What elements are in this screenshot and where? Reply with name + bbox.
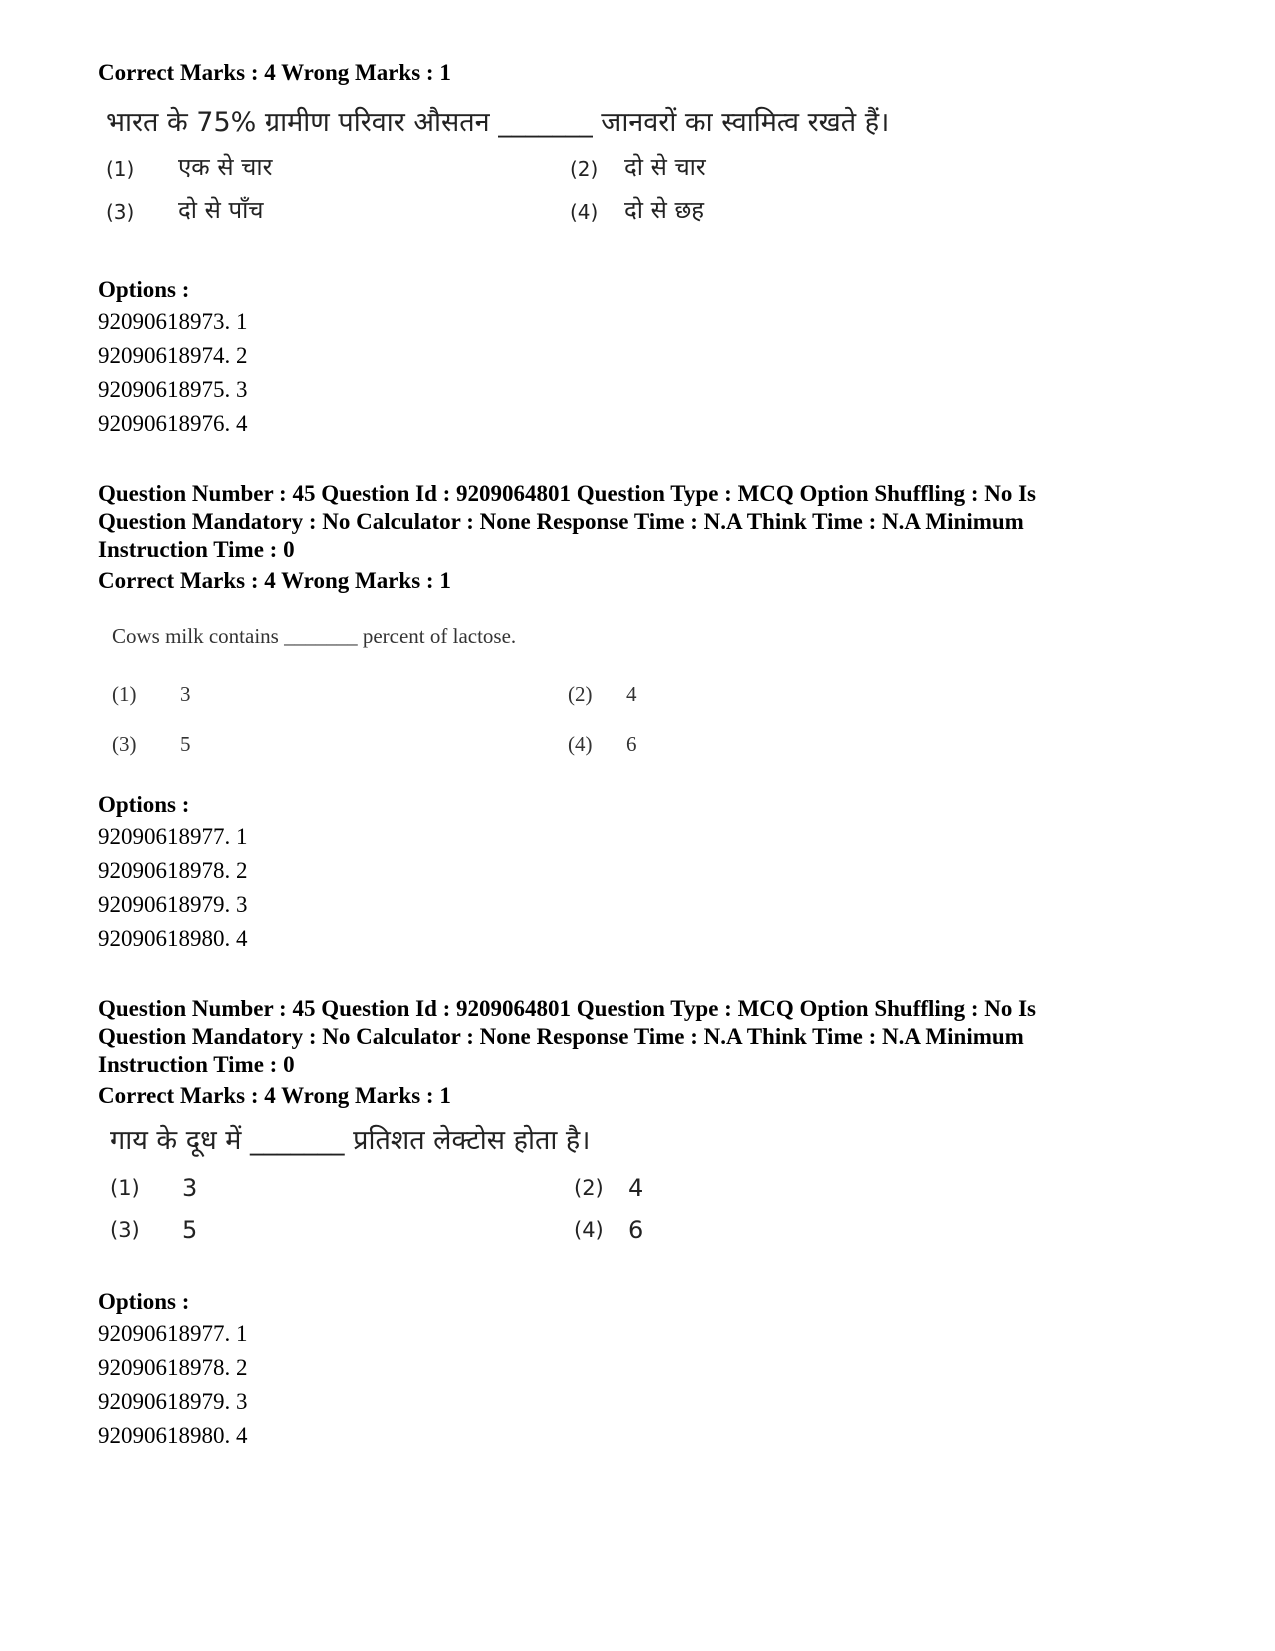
choice-text: एक से चार [178, 153, 273, 181]
marks-line: Correct Marks : 4 Wrong Marks : 1 [98, 60, 451, 85]
option-item: 92090618978. 2 [98, 858, 248, 883]
choice-number: (1) [112, 682, 137, 706]
choice-text: दो से चार [624, 153, 706, 181]
choice-text: 6 [628, 1216, 644, 1244]
choice-2 [568, 682, 637, 707]
choice-4 [574, 1216, 644, 1244]
choice-number: (3) [110, 1218, 140, 1242]
choice-text: 4 [626, 682, 637, 706]
question-header [98, 480, 1188, 564]
question-image [98, 1116, 998, 1266]
choice-number: (4) [570, 200, 599, 224]
choice-1 [110, 1174, 198, 1202]
option-item: 92090618980. 4 [98, 926, 248, 951]
question-text: भारत के 75% ग्रामीण परिवार औसतन _______ जानवरों का स्वामित्व रखते हैं। [106, 107, 890, 138]
options-list [98, 820, 1188, 956]
choice-text: 5 [180, 732, 191, 756]
header-line: Question Number : 45 Question Id : 9209064801 Question Type : MCQ Option Shuffling : No Is [98, 481, 1037, 506]
choice-text: 4 [628, 1174, 644, 1202]
marks-line: Correct Marks : 4 Wrong Marks : 1 [98, 1083, 451, 1108]
choice-text: 6 [626, 732, 637, 756]
options-label: Options : [98, 1289, 190, 1314]
choice-text: 5 [182, 1216, 198, 1244]
choice-number: (4) [568, 732, 593, 756]
option-item: 92090618977. 1 [98, 1321, 248, 1346]
question-image [98, 100, 998, 240]
options-list [98, 305, 1188, 441]
choice-number: (2) [568, 682, 593, 706]
choice-number: (3) [112, 732, 137, 756]
choice-3 [112, 732, 191, 757]
header-line: Instruction Time : 0 [98, 537, 295, 562]
choice-2 [570, 153, 706, 182]
header-line: Instruction Time : 0 [98, 1052, 295, 1077]
options-list [98, 1317, 1188, 1453]
question-image [98, 620, 998, 770]
question-text: गाय के दूध में _______ प्रतिशत लेक्टोस होता है। [110, 1125, 591, 1156]
choice-number: (2) [574, 1176, 604, 1200]
choice-3 [110, 1216, 198, 1244]
choice-4 [570, 196, 705, 225]
choice-1 [112, 682, 191, 707]
choice-text: दो से पाँच [178, 196, 264, 224]
header-line: Question Mandatory : No Calculator : None Response Time : N.A Think Time : N.A Minimum [98, 509, 1024, 534]
option-item: 92090618976. 4 [98, 411, 248, 436]
question-text: Cows milk contains _______ percent of lactose. [112, 624, 517, 648]
option-item: 92090618973. 1 [98, 309, 248, 334]
choice-number: (1) [106, 157, 135, 181]
question-header [98, 995, 1188, 1079]
option-item: 92090618980. 4 [98, 1423, 248, 1448]
option-item: 92090618978. 2 [98, 1355, 248, 1380]
choice-text: 3 [180, 682, 191, 706]
marks-line: Correct Marks : 4 Wrong Marks : 1 [98, 568, 451, 593]
choice-number: (4) [574, 1218, 604, 1242]
choice-text: 3 [182, 1174, 198, 1202]
choice-4 [568, 732, 637, 757]
option-item: 92090618977. 1 [98, 824, 248, 849]
choice-2 [574, 1174, 644, 1202]
options-label: Options : [98, 792, 190, 817]
header-line: Question Mandatory : No Calculator : None Response Time : N.A Think Time : N.A Minimum [98, 1024, 1024, 1049]
option-item: 92090618975. 3 [98, 377, 248, 402]
choice-3 [106, 196, 264, 225]
choice-1 [106, 153, 273, 182]
header-line: Question Number : 45 Question Id : 9209064801 Question Type : MCQ Option Shuffling : No Is [98, 996, 1037, 1021]
choice-number: (2) [570, 157, 599, 181]
choice-text: दो से छह [624, 196, 705, 224]
option-item: 92090618974. 2 [98, 343, 248, 368]
option-item: 92090618979. 3 [98, 1389, 248, 1414]
option-item: 92090618979. 3 [98, 892, 248, 917]
options-label: Options : [98, 277, 190, 302]
choice-number: (1) [110, 1176, 140, 1200]
choice-number: (3) [106, 200, 135, 224]
